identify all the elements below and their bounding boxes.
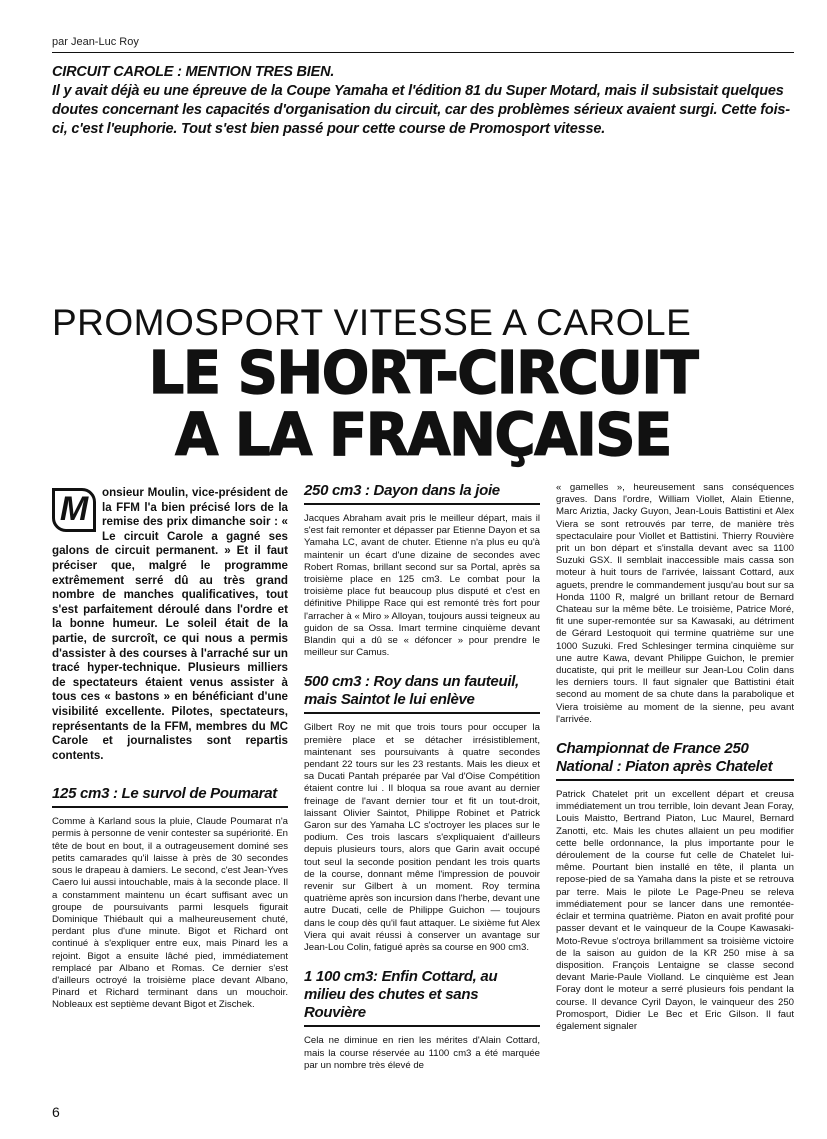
column-1 (52, 482, 288, 1012)
section-title-125: 125 cm3 : Le survol de Poumarat (52, 785, 288, 808)
intro-body: Il y avait déjà eu une épreuve de la Coupe Yamaha et l'édition 81 du Super Motard, mais il subsistait quelques doutes concernant les capacités d'organisation du circuit, car des problèmes sérieux avaient surgi. Cette fois-ci, c'est l'euphorie. Tout s'est bien passé pour cette course de Promosport vitesse. (52, 83, 790, 137)
section-title-1100: 1 100 cm3: Enfin Cottard, au milieu des chutes et sans Rouvière (304, 968, 540, 1027)
kicker: PROMOSPORT VITESSE A CAROLE (52, 302, 692, 343)
section-title-500: 500 cm3 : Roy dans un fauteuil, mais Saintot le lui enlève (304, 673, 540, 714)
section-title-250: 250 cm3 : Dayon dans la joie (304, 482, 540, 505)
intro-title: CIRCUIT CAROLE : MENTION TRES BIEN. (52, 64, 335, 80)
column-2 (304, 482, 540, 1072)
byline: par Jean-Luc Roy (52, 36, 139, 48)
section-body-1100-b: « gamelles », heureusement sans conséquences graves. Dans l'ordre, William Viollet, Alain Etienne, Marc Ariztia, Jacky Guyon, Jean-Louis Battistini et Alex Viera se sont retrouvés par terre, de manière très spectaculaire pour Viollet et Battistini. Thierry Rouvière prit un bon départ et s'installa devant avec sa 1100 Suzuki GSX. Il semblait inaccessible mais cassa son moteur à huit tours de l'arrivée, laissant Cottard, aux aguets, prendre le commandement jusqu'au bout sur sa Honda 1100 R, malgré un brillant retour de Bernard Chateau sur la même bête. Le troisième, Patrice Moré, fit une super-remontée sur sa Kawasaki, au détriment de Gérard Lestoquoit qui termine quatrième sur une 1000 Suzuki. Fred Schlesinger termina cinquième sur une autre Kawa, devant Philippe Guichon, le premier ducatiste, qui prit le meilleur sur Jean-Lou Colin dans les derniers tours. Il faut signaler que Battistini était second au moment de sa chute dans la parabolique et Viera troisième au moment de la sienne, peu avant l'arrivée. (556, 482, 794, 725)
page-number: 6 (52, 1104, 60, 1120)
headline-line-2: A LA FRANÇAISE (175, 401, 671, 470)
header-rule (52, 52, 794, 53)
dropcap: M (52, 488, 96, 532)
section-body-250-national: Patrick Chatelet prit un excellent départ et creusa immédiatement un trou terrible, loin devant Jean Foray, Louis Maistto, Bertrand Piaton, Luc Maurel, Bernard Zanotti, etc. Mais les chutes allaient un peu modifier cette belle ordonnance, la plus importante pour le déroulement de la course fut celle de Chatelet lui-même. Pourtant bien installé en tête, il planta un repose-pied de sa Yamaha dans la piste et se retrouva par terre. Mais le pilote Le Page-Pneu se releva immédiatement pour se lancer dans une remontée-éclair et termina quatrième. Piaton en avait profité pour passer devant et le vainqueur de la Coupe Kawasaki-Moto-Revue s'octroya brillamment sa troisième victoire de la saison au guidon de la KR 250 mise à sa disposition. François Lentaigne se classe second devant Marie-Paule Violland. Le cinquième est Jean Foray dont le moteur a serré plusieurs fois pendant la course. Il devance Cyril Dayon, le vainqueur des 250 Promosport, Didier Le Bec et Eric Gilson. Il faut également signaler (556, 789, 794, 1032)
section-body-500: Gilbert Roy ne mit que trois tours pour occuper la première place et se détacher irrésistiblement, maintenant ses poursuivants à quatre secondes pendant 22 tours sur les 23 restants. Mais les dieux et sa Ducati Pantah préparée par Val d'Oise Compétition étaient contre lui . Il bloqua sa roue avant au dernier freinage de l'avant dernier tour et fit un tout-droit, laissant Olivier Saintot, Philippe Robinet et Patrick Garon sur des Yamaha LC s'octroyer les places sur le podium. Ces trois lascars s'expliquaient d'ailleurs depuis plusieurs tours, alors que Garin avait occupé tout seul la seconde position pendant les trois quarts de la course, donnant même l'impression de pouvoir revenir sur Gilbert à un moment. Roy termina quatrième après son incursion dans l'herbe, devant une autre Ducati, celle de Philippe Guichon — toujours dans le coup dès qu'il faut attaquer. Le sixième fut Alex Viera qui avait réussi à conserver un avantage sur Jean-Lou Colin, fatigué après sa course en 900 cm3. (304, 722, 540, 954)
section-body-1100-a: Cela ne diminue en rien les mérites d'Alain Cottard, mais la course réservée au 1100 cm3 a été marquée par un nombre très élevé de (304, 1035, 540, 1071)
lead-paragraph (52, 486, 288, 763)
section-body-125: Comme à Karland sous la pluie, Claude Poumarat n'a permis à personne de venir contester sa supériorité. En tête de bout en bout, il a outrageusement dominé ses petits camarades qu'il laisse à près de 30 secondes sous le drapeau à damiers. Le second, c'est Jean-Yves Caero lui aussi intouchable, mais à la seconde place. Il a constamment maintenu un écart suffisant avec un groupe de poursuivants parmi lesquels figurait Dominique Thiébault qui a malheureusement chuté, perdant plus d'une minute. Bigot et Richard ont continué à s'expliquer entre eux, mais Pinard les a rejoint. Bigot a ensuite lâché pied, immédiatement remplacé par Albano et Romas. Ce dernier s'est d'ailleurs octroyé la troisième place devant Albano, Pinard et Richard terminant dans un mouchoir. Nobleaux est septième devant Bigot et Zischek. (52, 816, 288, 1011)
section-body-250: Jacques Abraham avait pris le meilleur départ, mais il s'est fait remonter et dépasser par Etienne Dayon et sa Yamaha LC, avant de chuter. Etienne n'a plus eu qu'à maintenir un écart d'une dizaine de secondes avec Robert Romas, brillant second sur sa Portal, après sa troisième place en 125 cm3. Le combat pour la troisième place fut beaucoup plus disputé et c'est en définitive Philippe Race qui est remonté très fort pour l'arracher à « Miro » Alloyan, toujours aussi teigneux au guidon de sa Ossa. Imart termine cinquième devant Blandin qui a dû se « défoncer » pour prendre le meilleur sur Camus. (304, 513, 540, 659)
section-title-250-national: Championnat de France 250 National : Piaton après Chatelet (556, 740, 794, 781)
headline-line-1: LE SHORT-CIRCUIT (148, 339, 698, 408)
lead-text: onsieur Moulin, vice-président de la FFM l'a bien précisé lors de la remise des prix dimanche soir : « Le circuit Carole a gagné ses galons de circuit permanent. » Et il faut préciser que, malgré le programme extrêmement serré dû au très grand nombre de manches qualificatives, tout s'est parfaitement déroulé dans l'ordre et la bonne humeur. Le soleil était de la partie, de surcroît, ce qui nous a permis d'assister à des courses à l'arraché sur un tracé hyper-technique. Plusieurs milliers de spectateurs étaient venus assister à tous ces « bastons » en bénéficiant d'une visibilité excellente. Pilotes, spectateurs, représentants de la FFM, membres du MC Carole et journalistes sont repartis contents. (52, 486, 288, 762)
column-3 (556, 482, 794, 1033)
